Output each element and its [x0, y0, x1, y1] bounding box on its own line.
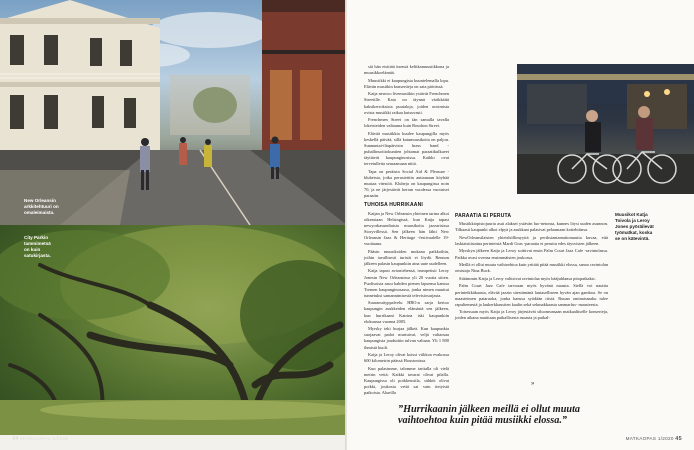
paragraph: Tapa on peräisin Social Aid & Pleasure -klubeista, jotka perustettiin auttamaan köyhää mustaa väestöä. Klubeja on kaupungissa noin 70, ja ne järjestävät kerran vuodessa vuotuiset paraatin.	[364, 169, 449, 199]
street-photo	[0, 0, 347, 225]
paragraph: Musiikkiopistojuuria asui alakset ystävän luo-netonsa, kunnes löysi uuden asunnon. Tilkaasti kaupunki alkoi elpyä ja asukkaat palasivat pelaamaan kotiehtiinsa.	[455, 221, 608, 233]
pull-quote: ”Hurrikaanin jälkeen meillä ei ollut muuta vaihtoehtoa kuin pitää musiikki elossa.”	[398, 404, 580, 427]
page-number-right: 45	[675, 436, 682, 442]
paragraph: Meillä ei ollut muuta vaihtoehtoa kuin yrittää pitää musiikki elossa, sanoo ravintolan omistaja Nina Buck.	[455, 262, 609, 274]
oaks-caption	[24, 235, 51, 259]
caption-line: satukirjasta.	[24, 253, 51, 258]
bicycles-illustration	[517, 64, 694, 194]
column-1	[364, 64, 449, 398]
caption-line: Jones pyöräilevät	[615, 224, 654, 229]
paragraph: Katja ja Leroy olivat koissi viikkoa evakossa 600 kilometrin päässä Houstonissa.	[364, 352, 449, 364]
caption-line: työmatkat, koska	[615, 230, 653, 235]
paragraph: Frenchmen Street on iän samalla tavalla lokeisteiden valtaama kuin Bourbon Street.	[364, 117, 449, 129]
magazine-name-right: MATKAOPAS 1/2020	[625, 436, 674, 441]
paragraph: Suuranuityppalvelu HBO:n sarja kertoo kaupungin asukkeiden elämästä sen jälkeen, kun hurrikaani Katrina iski kaupunkiin elokuussa vuonna 2005.	[364, 300, 449, 324]
street-caption	[24, 198, 59, 216]
street-photo-illustration	[0, 0, 347, 225]
paragraph: Toisessaan myös Katja ja Leroy järjestävät siluonrunsaan maikaaliiselle konserteja, joiden aikana nautitaan paikallisesta ruuasta ja paikal-	[455, 309, 608, 321]
subheading: PARAATIA EI PERUTA	[455, 213, 512, 219]
paragraph: Katja tapasi avioniehensä, trumpetisti Leroy Jonesin New Orleansissa yli 20 vuotta sitten. Puolisoista asuu kahden pienen lapsensa kanssa Tremen kaupunginosassa, jonka nimen muuttui tunnetuksi samannimisestä televisiosarjasta.	[364, 268, 449, 298]
bikes-caption	[615, 212, 654, 242]
column-2	[455, 210, 608, 323]
oak-forest-illustration	[0, 225, 347, 435]
page-number-left: 44	[12, 436, 19, 442]
paragraph: Myrskyn jälkeen Katja ja Leroy soittivat ensin Palm Court Jazz Cafe -ravintolassa. Paikka avasi ovensa ensimmäisten joukossa.	[455, 248, 608, 260]
paragraph: Muusiikki ei kaupungista kuuntelemalla lopu. Elävän musiikin konsertteja on sata päivässä.	[364, 77, 449, 89]
caption-line: tammimetsä	[24, 241, 51, 246]
paragraph: NewOrleansilaisten yhteishöllimyyttä ja periksiantamattomuutta kuvaa, että laskiaistiistaina perinteistä Mardi Gras -paraatia ei peruttu edes täysvisten jälkeen.	[455, 234, 608, 246]
folio-left	[12, 436, 68, 442]
caption-line: City Parkin	[24, 235, 48, 240]
magazine-name-left: MATKAOPAS 1/2020	[20, 436, 69, 441]
paragraph: Pääsin muusikoiden mukana paikkoihin, joihin tavallisesti turistit ei löydä. Rennon jälkeen palasin kaupunkiin aina uute uudelleen.	[364, 248, 449, 266]
caption-line: New Orleansin	[24, 198, 56, 203]
oak-forest-photo	[0, 225, 347, 435]
paragraph: Siitämmin Katja ja Leroy valitsivat ravintolaa myös hääjuhlansa pitopaikaksi.	[459, 275, 596, 281]
paragraph: stä hän etsittää itsensä keltikamuusiikkona ja muusikkoelämää.	[364, 64, 449, 76]
paragraph: Elävää musiikkia kuulee kaupungilla myös keskellä päivää, sillä katumuusikoita on paljon. Sunnuntai-iltapäivisin hrass band -puhallinsoittokuntien johtamat paraatikulkueet täyttävät kaupunginosissa. Kaikki ovat tervetulleita seuraamaan niitä.	[364, 130, 449, 167]
caption-line: omaleimaista.	[24, 210, 55, 215]
subheading: TUHOISA HURRIKAANI	[364, 202, 423, 209]
caption-line: Toivola ja Leroy	[615, 218, 650, 223]
folio-right	[626, 436, 682, 442]
paragraph: Myrsky teki hurjaa jälkeä. Kun kaupunkia suojaavat padot murtuivat, veljä valtaosaa kaupungista jouduttiin tulvan valtaan. Yli 1 800 ihmistä kuoli.	[364, 326, 449, 350]
continuation-mark: »	[531, 381, 535, 387]
paragraph: Katjan ja New Orleansin yhteinen tarina alkoi oikeastaan Helsingissä, kun Katja tapasi newyorkasundiaisia muusikoita jazzarisissa Storyvillessä. Sen jälkeen hän lähti New Orleansin Jazz & Heritage -festivaalelle 19-vuotiaana.	[364, 210, 449, 247]
right-page	[347, 0, 694, 450]
paragraph: Katja neuvoo livemusiikin ystävät Frenchmen Streetille. Kata on täynnä värikkäitä kaksikerroksisia puutaloja, joiden avoimista ovista musiikki raikaa kutsuvasti.	[364, 91, 449, 115]
paragraph: Kun palasimme, talomme tarttalla oli vielä metrin vettä. Kaikki tavarat olivat pilalla. Kaupungissa oli poikkeustila, sähköt olivat poikki, joukosta vettä sai vain tietyistä paikoista. Alueilla	[364, 365, 449, 396]
caption-line: on kuin	[24, 247, 41, 252]
bicycles-photo	[517, 64, 694, 194]
paragraph: Palm Court Jazz Cafe tarvoaan myös hyvänä maasta. Siellä voi nauttia perinteikkäkaasta, elävää jazzin säestämänä lautaselliseen hyvän ajan gamboa. Se on maasteimen pataruoka, jonka kanssa syödään riisiä. Ruuan ominaismaku tulee rapuliemestä ja laukerkkaustien kaalin sekä sekmakkaasta sanmarfus- maasteesta.	[455, 283, 608, 307]
caption-line: arkkitehtuuri on	[24, 204, 59, 209]
caption-line: Muusikot Katja	[615, 212, 648, 217]
caption-line: se on kätevintä.	[615, 236, 650, 241]
